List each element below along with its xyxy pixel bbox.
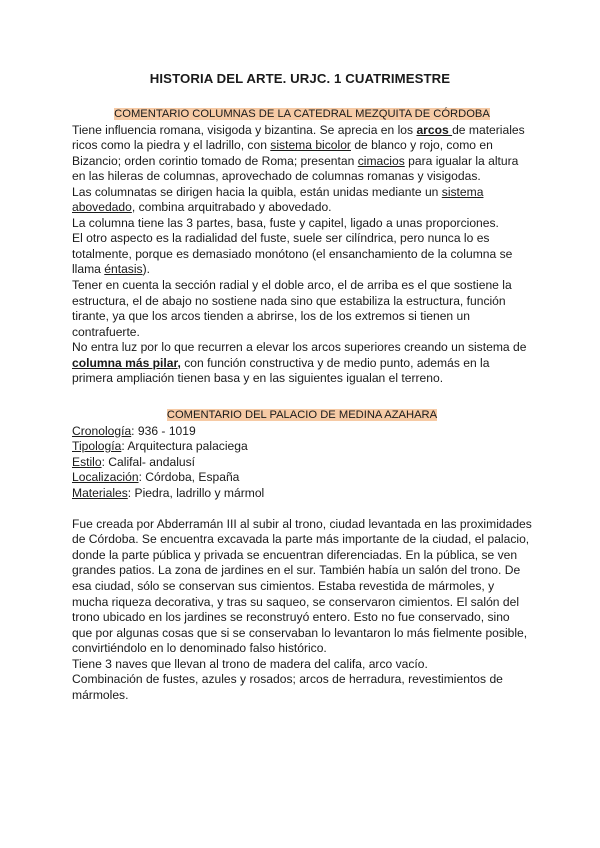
term-sistema-abovedado: sistema abovedado: [72, 184, 484, 215]
field-tipologia: [72, 439, 532, 455]
text-run: El otro aspecto es la radialidad del fuste, suele ser cilíndrica, pero nunca lo es totalmente, porque es demasiado monótono (el ensanchamiento de la columna se llama: [72, 231, 513, 277]
field-list: [72, 424, 532, 502]
term-sistema-bicolor: sistema bicolor: [270, 138, 351, 153]
text-run: para igualar la altura en las hileras de columnas, aprovechado de columnas romanas y visigodas.: [72, 153, 519, 184]
section-medina-azahara: [72, 407, 532, 703]
text-run: Las columnatas se dirigen hacia la quibla, están unidas mediante un: [72, 184, 442, 199]
field-value: : Piedra, ladrillo y mármol: [127, 485, 265, 500]
text-run: Tiene influencia romana, visigoda y bizantina. Se aprecia en los: [72, 122, 417, 137]
field-label: Cronología: [72, 423, 132, 438]
paragraph-luz: [72, 340, 532, 387]
section-heading-wrap: [72, 407, 532, 424]
paragraph-columnatas: [72, 185, 532, 216]
text-run: con función constructiva y de medio punto, además en la primera ampliación tienen basa y en las siguientes igualan el terreno.: [72, 355, 490, 386]
paragraph-abderraman: Fue creada por Abderramán III al subir al trono, ciudad levantada en las proximidades de Córdoba. Se encuentra excavada la parte más importante de la ciudad, el palacio, donde la parte pública y privada se encuentran diferenciadas. En la pública, se ven grandes patios. La zona de jardines en el sur. También había un salón del trono. De esa ciudad, sólo se conservan sus cimientos. Estaba revestida de mármoles, y mucha riqueza decorativa, y tras su saqueo, se conservaron cimientos. El salón del trono ubicado en los jardines se reconstruyó entero. Esto no fue conservado, sino que por algunas cosas que si se conservaban lo levantaron lo más fielmente posible, convirtiéndolo en lo denominado falso histórico.: [72, 516, 532, 656]
field-value: : 936 - 1019: [131, 423, 196, 438]
field-estilo: [72, 455, 532, 471]
section-heading: COMENTARIO DEL PALACIO DE MEDINA AZAHARA: [166, 409, 438, 421]
field-label: Localización: [72, 470, 139, 485]
text-run: de blanco y rojo, como en Bizancio; orden corintio tomado de Roma; presentan: [72, 138, 493, 168]
paragraph-doble-arco: Tener en cuenta la sección radial y el doble arco, el de arriba es el que sostiene la estructura, el de abajo no sostiene nada sino que estabiliza la estructura, función tirante, ya que los arcos tienden a abrirse, los de los extremos si tienen un contrafuerte.: [72, 278, 512, 339]
paragraph-partes-columna: La columna tiene las 3 partes, basa, fuste y capitel, ligado a unas proporciones.: [72, 215, 499, 230]
term-entasis: éntasis: [104, 262, 143, 277]
text-run: , combina arquitrabado y abovedado.: [131, 200, 332, 215]
field-label: Tipología: [72, 439, 122, 454]
field-value: : Arquitectura palaciega: [121, 439, 248, 454]
blank-line: [72, 501, 532, 517]
section-heading: COMENTARIO COLUMNAS DE LA CATEDRAL MEZQUITA DE CÓRDOBA: [114, 108, 490, 120]
field-label: Estilo: [72, 454, 102, 469]
paragraph-radialidad: [72, 231, 532, 278]
document-title: HISTORIA DEL ARTE. URJC. 1 CUATRIMESTRE: [149, 71, 451, 86]
term-arcos: arcos: [416, 122, 453, 137]
text-run: de materiales ricos como la piedra y el ladrillo, con: [72, 122, 525, 153]
field-cronologia: [72, 424, 532, 440]
term-cimacios: cimacios: [357, 153, 405, 168]
field-value: : Califal- andalusí: [101, 454, 196, 469]
section-heading-wrap: [72, 106, 532, 123]
paragraph-influencia: [72, 123, 532, 185]
text-run: No entra luz por lo que recurren a elevar los arcos superiores creando un sistema de: [72, 340, 527, 355]
section-columnas-mezquita: [72, 106, 532, 387]
field-materiales: [72, 486, 532, 502]
field-label: Materiales: [72, 485, 128, 500]
term-columna-mas-pilar: columna más pilar,: [72, 355, 181, 370]
field-value: : Córdoba, España: [138, 470, 240, 485]
paragraph-naves: Tiene 3 naves que llevan al trono de madera del califa, arco vacío.: [72, 656, 428, 671]
paragraph-fustes: Combinación de fustes, azules y rosados; arcos de herradura, revestimientos de mármoles.: [72, 672, 503, 702]
field-localizacion: [72, 470, 532, 486]
text-run: ).: [142, 262, 150, 277]
